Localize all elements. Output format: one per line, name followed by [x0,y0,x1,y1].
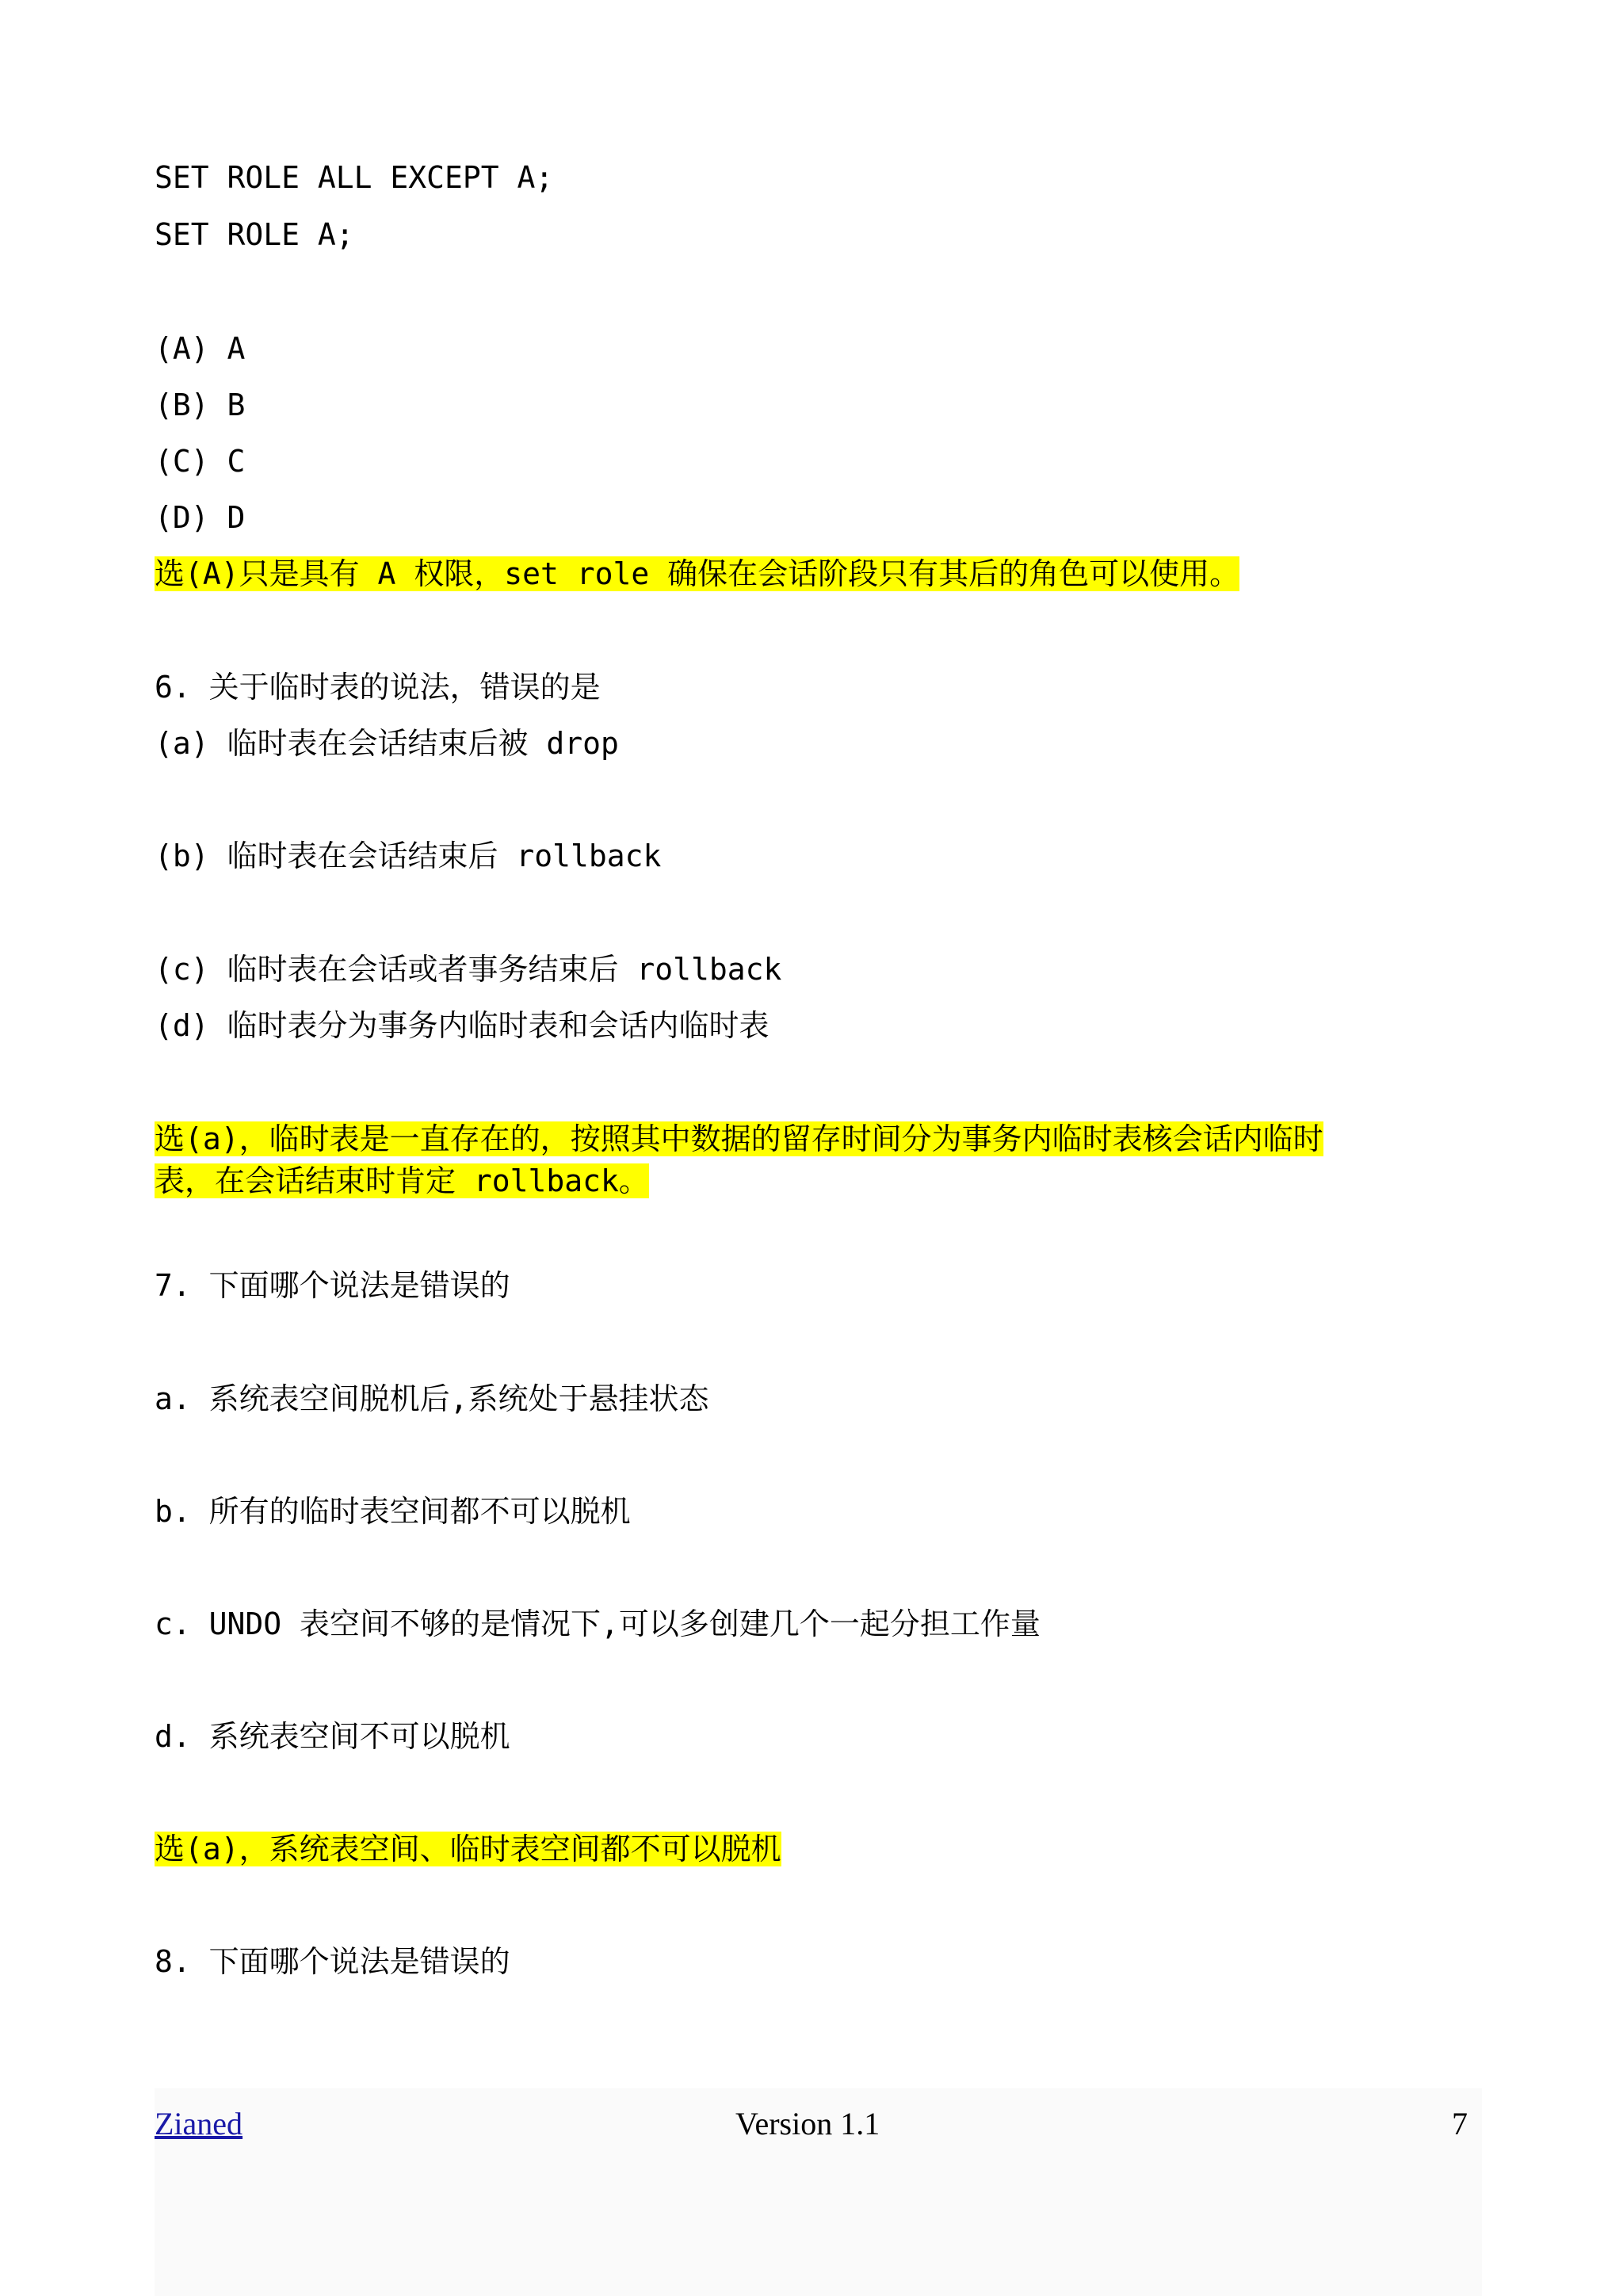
q6-answer-line-1 [155,1117,1323,1160]
q6-answer-highlight-1: 选(a)，临时表是一直存在的，按照其中数据的留存时间分为事务内临时表核会话内临时 [155,1121,1323,1156]
code-line-set-role-a: SET ROLE A; [155,217,354,252]
q7-option-b: b. 所有的临时表空间都不可以脱机 [155,1494,631,1529]
q6-option-d: (d) 临时表分为事务内临时表和会话内临时表 [155,1008,769,1043]
footer-author-link[interactable]: Zianed [155,2106,243,2141]
q5-answer-highlight: 选(A)只是具有 A 权限，set role 确保在会话阶段只有其后的角色可以使用。 [155,556,1240,591]
q7-answer-highlight: 选(a)，系统表空间、临时表空间都不可以脱机 [155,1832,781,1866]
footer-version: Version 1.1 [735,2106,880,2141]
footer-page-number: 7 [1452,2106,1468,2141]
q6-question: 6. 关于临时表的说法，错误的是 [155,670,601,705]
q6-option-c: (c) 临时表在会话或者事务结束后 rollback [155,952,782,987]
q5-option-c: (C) C [155,444,246,479]
q7-option-c: c. UNDO 表空间不够的是情况下,可以多创建几个一起分担工作量 [155,1606,1041,1641]
q6-answer-line-2 [155,1159,649,1202]
q7-answer [155,1828,781,1870]
q6-answer-highlight-2: 表，在会话结束时肯定 rollback。 [155,1163,649,1198]
q8-question: 8. 下面哪个说法是错误的 [155,1944,510,1979]
q5-option-b: (B) B [155,388,246,422]
q7-question: 7. 下面哪个说法是错误的 [155,1268,510,1303]
q6-option-b: (b) 临时表在会话结束后 rollback [155,839,662,873]
q7-option-a: a. 系统表空间脱机后,系统处于悬挂状态 [155,1381,709,1416]
code-line-set-role-all-except: SET ROLE ALL EXCEPT A; [155,160,554,195]
q6-option-a: (a) 临时表在会话结束后被 drop [155,726,619,761]
q5-option-d: (D) D [155,500,246,535]
q5-answer [155,552,1239,595]
q5-option-a: (A) A [155,331,246,366]
q7-option-d: d. 系统表空间不可以脱机 [155,1719,510,1754]
